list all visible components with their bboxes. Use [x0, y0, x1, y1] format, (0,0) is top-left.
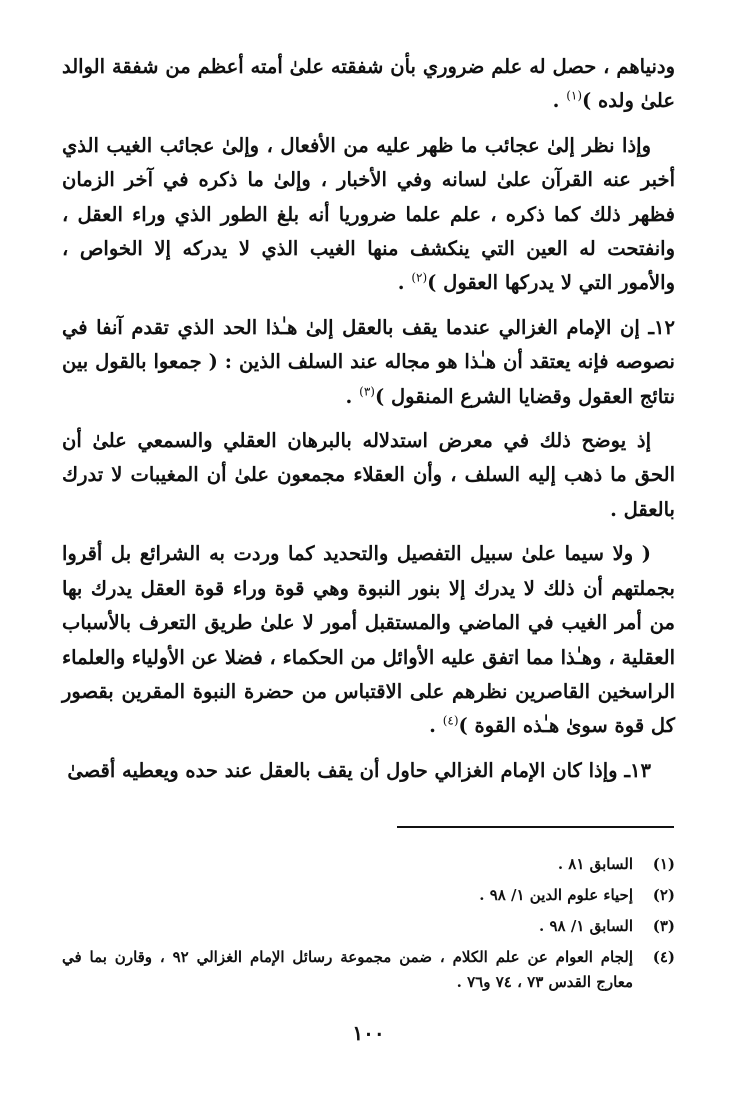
footnote-2: [62, 883, 675, 908]
footnote-3: [62, 914, 675, 939]
paragraph-3-tail: .: [345, 384, 360, 408]
paragraph-2: [62, 129, 675, 301]
footnote-number: (٢): [652, 886, 675, 904]
paragraph-1-text: ودنياهم ، حصل له علم ضروري بأن شفقته علىٰ أمته أعظم من شفقة الوالد علىٰ ولده ): [62, 55, 675, 113]
footnote-ref-1: (١): [566, 88, 583, 103]
footnote-ref-3: (٣): [359, 384, 375, 399]
footnote-text: السابق ٨١ .: [557, 855, 633, 873]
footnote-text: السابق ١/ ٩٨ .: [539, 917, 633, 935]
paragraph-5: [62, 537, 675, 743]
paragraph-3-text: ١٢ـ إن الإمام الغزالي عندما يقف بالعقل إلىٰ هـٰذا الحد الذي تقدم آنفا في نصوصه فإنه يعتقد أن هـٰذا هو مجاله عند السلف الذين : ( جمعوا بالقول بين نتائج العقول وقضايا الشرع المنقول ): [62, 315, 675, 408]
footnote-ref-4: (٤): [442, 713, 459, 728]
page-number: ١٠٠: [352, 1021, 385, 1045]
paragraph-2-text: وإذا نظر إلىٰ عجائب ما ظهر عليه من الأفعال ، وإلىٰ عجائب الغيب الذي أخبر عنه القرآن علىٰ لسانه وفي الأخبار ، وإلىٰ ما ذكره في آخر الزمان فظهر ذلك كما ذكره ، علم علما ضروريا أنه بلغ الطور الذي وراء العقل ، وانفتحت له العين التي ينكشف منها الغيب الذي لا يدركه إلا الخواص ، والأمور التي لا يدركها العقول ): [62, 133, 675, 295]
paragraph-5-tail: .: [429, 714, 443, 738]
footnote-number: (١): [652, 855, 675, 873]
paragraph-4: [62, 424, 675, 527]
footnote-4: [62, 945, 675, 995]
paragraph-4-text: إذ يوضح ذلك في معرض استدلاله بالبرهان العقلي والسمعي علىٰ أن الحق ما ذهب إليه السلف ، وأن العقلاء مجمعون علىٰ أن المغيبات لا تدرك بالعقل .: [62, 429, 675, 521]
paragraph-3: [62, 311, 675, 414]
footnotes: [62, 852, 675, 1001]
footnote-text: إحياء علوم الدين ١/ ٩٨ .: [479, 886, 633, 904]
footnote-1: [62, 852, 675, 877]
footnote-text: إلجام العوام عن علم الكلام ، ضمن مجموعة رسائل الإمام الغزالي ٩٢ ، وقارن بما في معارج القدس ٧٣ ، ٧٤ و٧٦ .: [62, 948, 633, 991]
paragraph-2-tail: .: [397, 271, 412, 295]
main-text: [62, 50, 675, 798]
paragraph-5-text: ( ولا سيما علىٰ سبيل التفصيل والتحديد كما وردت به الشرائع بل أقروا بجملتهم أن ذلك لا يدرك إلا بنور النبوة وهي قوة وراء قوة العقل يدرك بها من أمر الغيب في الماضي والمستقبل أمور لا علىٰ طريق التعرف بالأسباب العقلية ، وهـٰذا مما اتفق عليه الأوائل من الحكماء ، فضلا عن الأولياء والعلماء الراسخين القاصرين نظرهم على الاقتباس من حضرة النبوة المقرين بقصور كل قوة سوىٰ هـٰذه القوة ): [62, 542, 675, 738]
paragraph-1: [62, 50, 675, 119]
footnote-ref-2: (٢): [411, 270, 428, 285]
footnote-number: (٤): [652, 948, 675, 966]
footnote-divider: [397, 826, 674, 828]
paragraph-1-tail: .: [552, 89, 567, 113]
paragraph-6-text: ١٣ـ وإذا كان الإمام الغزالي حاول أن يقف بالعقل عند حده ويعطيه أقصىٰ: [67, 758, 651, 782]
paragraph-6: [62, 754, 675, 788]
footnote-number: (٣): [652, 917, 675, 935]
